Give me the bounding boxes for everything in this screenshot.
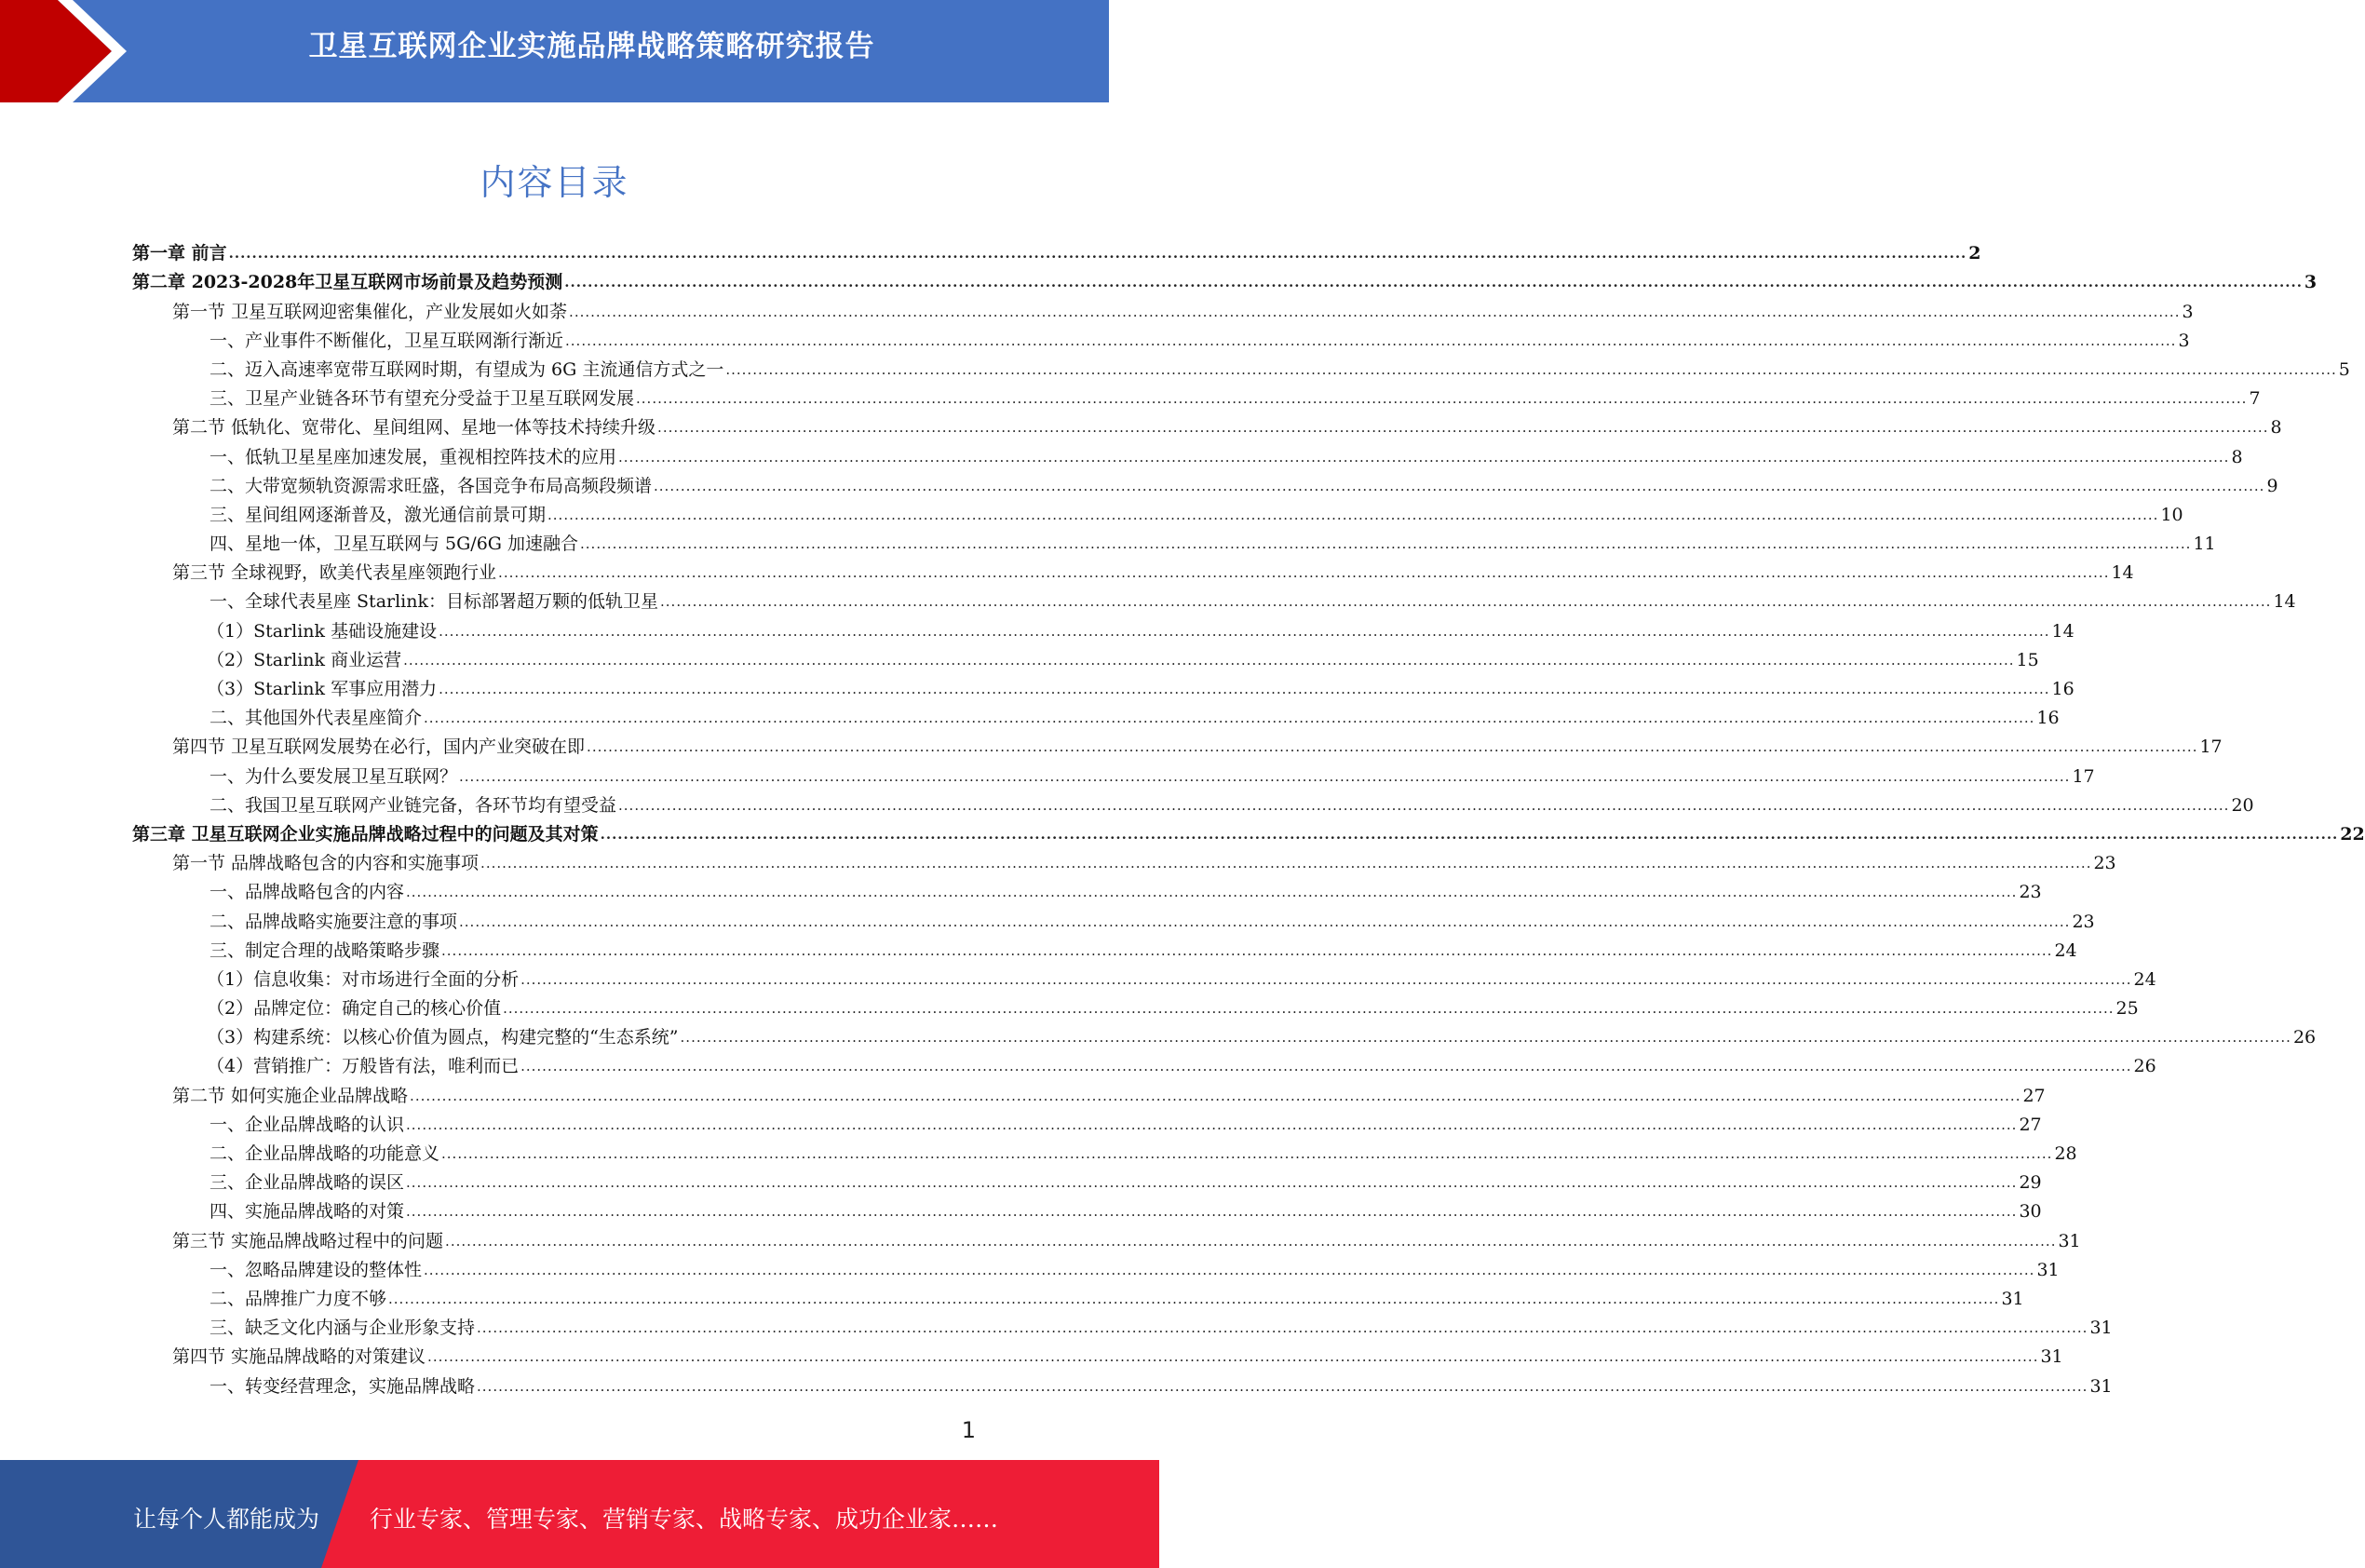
toc-entry-page: 3 [2304,272,2318,293]
toc-entry[interactable] [132,1020,2317,1048]
toc-entry[interactable] [132,671,2074,700]
header-band [0,0,1109,102]
toc-entry[interactable] [132,1281,2024,1310]
toc-entry-page: 8 [2270,417,2282,439]
toc-heading: 内容目录 [480,162,629,203]
toc-leader-dots: ............................................................................................................................................................................................................................................................................................................ [477,1319,2088,1337]
toc-entry-title: 二、其他国外代表星座简介 [209,708,423,729]
toc-entry[interactable] [132,817,2365,845]
toc-leader-dots: ............................................................................................................................................................................................................................................................................................................ [654,477,2265,494]
toc-leader-dots: ............................................................................................................................................................................................................................................................................................................ [520,1058,2132,1075]
toc-entry-page: 3 [2178,330,2190,351]
toc-entry[interactable] [132,1165,2042,1194]
toc-entry[interactable] [132,381,2261,410]
toc-entry-title: 二、品牌战略实施要注意的事项 [209,911,458,932]
toc-entry-title: 一、转变经营理念，实施品牌战略 [209,1375,476,1397]
toc-entry-title: 二、品牌推广力度不够 [209,1288,387,1309]
toc-leader-dots: ............................................................................................................................................................................................................................................................................................................ [439,622,2050,640]
table-of-contents [132,236,2365,1398]
toc-leader-dots: ............................................................................................................................................................................................................................................................................................................ [480,855,2092,872]
toc-leader-dots: ............................................................................................................................................................................................................................................................................................................ [503,1000,2115,1018]
toc-leader-dots: ............................................................................................................................................................................................................................................................................................................ [459,767,2071,785]
toc-entry[interactable] [132,1048,2156,1077]
toc-leader-dots: ............................................................................................................................................................................................................................................................................................................ [580,535,2192,553]
toc-leader-dots: ............................................................................................................................................................................................................................................................................................................ [680,1029,2291,1047]
toc-leader-dots: ............................................................................................................................................................................................................................................................................................................ [600,825,2339,843]
toc-entry-title: 三、缺乏文化内涵与企业形象支持 [209,1318,476,1339]
toc-entry[interactable] [132,410,2282,439]
toc-leader-dots: ............................................................................................................................................................................................................................................................................................................ [520,970,2132,988]
toc-leader-dots: ............................................................................................................................................................................................................................................................................................................ [424,710,2035,727]
footer-slogan-right: 行业专家、管理专家、营销专家、战略专家、成功企业家…… [370,1506,999,1533]
toc-entry-title: （2）Starlink 商业运营 [207,649,402,670]
toc-leader-dots: ............................................................................................................................................................................................................................................................................................................ [565,331,2177,349]
toc-entry[interactable] [132,1194,2042,1223]
toc-entry-page: 24 [2133,968,2156,990]
toc-entry-title: 四、实施品牌战略的对策 [209,1201,405,1223]
toc-entry[interactable] [132,555,2134,584]
toc-entry-page: 7 [2249,388,2261,410]
toc-entry-title: 三、卫星产业链各环节有望充分受益于卫星互联网发展 [209,388,635,410]
toc-entry-page: 8 [2231,446,2243,467]
toc-leader-dots: ............................................................................................................................................................................................................................................................................................................ [569,303,2181,320]
toc-entry-title: （3）Starlink 军事应用潜力 [207,679,438,699]
toc-leader-dots: ............................................................................................................................................................................................................................................................................................................ [459,912,2071,930]
toc-entry-title: 一、为什么要发展卫星互联网？ [209,765,458,787]
toc-entry[interactable] [132,352,2350,381]
toc-entry[interactable] [132,1107,2042,1136]
toc-leader-dots: ............................................................................................................................................................................................................................................................................................................ [410,1087,2021,1104]
toc-entry-title: （2）品牌定位：确定自己的核心价值 [207,998,502,1020]
toc-entry-title: 第三章 卫星互联网企业实施品牌战略过程中的问题及其对策 [132,823,599,845]
toc-entry-page: 20 [2231,794,2254,816]
toc-entry-title: 三、星间组网逐渐普及，激光通信前景可期 [209,504,547,525]
toc-entry-title: 一、低轨卫星星座加速发展，重视相控阵技术的应用 [209,446,617,467]
toc-leader-dots: ............................................................................................................................................................................................................................................................................................................ [657,419,2269,437]
toc-entry-page: 31 [2001,1288,2024,1309]
toc-entry-page: 9 [2266,475,2278,496]
toc-leader-dots: ............................................................................................................................................................................................................................................................................................................ [660,593,2272,611]
toc-entry[interactable] [132,933,2077,962]
toc-leader-dots: ............................................................................................................................................................................................................................................................................................................ [424,1261,2035,1278]
footer-band [0,1460,1109,1568]
toc-leader-dots: ............................................................................................................................................................................................................................................................................................................ [725,360,2337,378]
toc-entry-page: 23 [2093,853,2116,874]
toc-leader-dots: ............................................................................................................................................................................................................................................................................................................ [439,681,2050,697]
toc-entry[interactable] [132,874,2042,903]
toc-entry-page: 11 [2193,534,2216,555]
toc-entry-page: 31 [2089,1375,2113,1397]
toc-leader-dots: ............................................................................................................................................................................................................................................................................................................ [587,738,2198,756]
toc-entry[interactable] [132,788,2254,817]
toc-entry[interactable] [132,584,2296,613]
toc-entry-page: 16 [2051,679,2074,699]
toc-entry-title: 二、我国卫星互联网产业链完备，各环节均有望受益 [209,794,617,816]
toc-entry[interactable] [132,1136,2077,1165]
toc-entry[interactable] [132,1310,2113,1339]
toc-entry[interactable] [132,903,2095,932]
toc-entry-title: 四、星地一体，卫星互联网与 5G/6G 加速融合 [209,534,579,555]
toc-entry-page: 28 [2054,1143,2077,1164]
toc-leader-dots: ............................................................................................................................................................................................................................................................................................................ [498,564,2110,582]
toc-leader-dots: ............................................................................................................................................................................................................................................................................................................ [564,274,2303,291]
toc-entry[interactable] [132,729,2223,758]
toc-entry[interactable] [132,236,1981,264]
toc-leader-dots: ............................................................................................................................................................................................................................................................................................................ [441,1145,2053,1162]
toc-leader-dots: ............................................................................................................................................................................................................................................................................................................ [547,506,2159,523]
toc-entry-title: 一、品牌战略包含的内容 [209,882,405,903]
toc-entry-page: 10 [2160,504,2183,525]
toc-entry-page: 31 [2036,1259,2060,1280]
toc-leader-dots: ............................................................................................................................................................................................................................................................................................................ [636,390,2248,408]
toc-entry[interactable] [132,642,2039,671]
toc-entry[interactable] [132,758,2095,787]
toc-leader-dots: ............................................................................................................................................................................................................................................................................................................ [406,1203,2018,1221]
toc-entry-page: 29 [2019,1172,2042,1194]
toc-entry-title: 二、迈入高速率宽带互联网时期，有望成为 6G 主流通信方式之一 [209,358,724,380]
toc-entry-page: 31 [2040,1346,2063,1368]
toc-entry[interactable] [132,991,2139,1020]
toc-entry-page: 26 [2133,1056,2156,1077]
toc-leader-dots: ............................................................................................................................................................................................................................................................................................................ [445,1232,2057,1250]
toc-entry-title: （1）信息收集：对市场进行全面的分析 [207,968,520,990]
toc-entry[interactable] [132,293,2194,322]
toc-entry[interactable] [132,264,2318,293]
toc-entry-page: 17 [2199,737,2223,758]
toc-entry-page: 5 [2338,358,2350,380]
toc-entry-page: 24 [2054,939,2077,961]
toc-entry[interactable] [132,1077,2046,1106]
toc-entry[interactable] [132,613,2074,642]
toc-entry-page: 31 [2058,1230,2081,1251]
arrow-logo-icon [0,0,149,102]
toc-entry-page: 23 [2072,911,2095,932]
toc-entry-page: 14 [2051,620,2074,642]
toc-entry-page: 14 [2111,562,2134,584]
toc-entry-title: 第四节 实施品牌战略的对策建议 [172,1346,426,1368]
toc-entry[interactable] [132,700,2060,729]
toc-entry-title: （1）Starlink 基础设施建设 [207,620,438,642]
toc-leader-dots: ............................................................................................................................................................................................................................................................................................................ [618,796,2230,814]
toc-entry-title: 第一章 前言 [132,243,227,264]
toc-entry-title: 第三节 实施品牌战略过程中的问题 [172,1230,444,1251]
toc-entry[interactable] [132,1368,2113,1397]
toc-entry-title: 二、企业品牌战略的功能意义 [209,1143,440,1164]
toc-entry-page: 27 [2022,1085,2046,1106]
toc-leader-dots: ............................................................................................................................................................................................................................................................................................................ [618,448,2230,466]
toc-leader-dots: ............................................................................................................................................................................................................................................................................................................ [406,1174,2018,1192]
toc-leader-dots: ............................................................................................................................................................................................................................................................................................................ [403,651,2015,669]
toc-entry-page: 30 [2019,1201,2042,1223]
toc-entry-title: 一、企业品牌战略的认识 [209,1114,405,1135]
toc-entry-page: 25 [2115,998,2139,1020]
toc-entry-page: 26 [2292,1027,2317,1048]
toc-entry-page: 2 [1968,243,1981,264]
toc-entry-page: 22 [2340,823,2365,845]
toc-entry-title: 第二节 如何实施企业品牌战略 [172,1085,409,1106]
toc-leader-dots: ............................................................................................................................................................................................................................................................................................................ [427,1348,2039,1366]
toc-leader-dots: ............................................................................................................................................................................................................................................................................................................ [388,1290,2000,1307]
report-title: 卫星互联网企业实施品牌战略策略研究报告 [308,30,875,63]
toc-leader-dots: ............................................................................................................................................................................................................................................................................................................ [477,1377,2088,1395]
toc-entry-title: 一、忽略品牌建设的整体性 [209,1259,423,1280]
toc-entry-title: 第二章 2023-2028年卫星互联网市场前景及趋势预测 [132,272,563,293]
toc-entry-title: 第一节 品牌战略包含的内容和实施事项 [172,853,480,874]
toc-entry-title: （4）营销推广：万般皆有法，唯利而已 [207,1056,520,1077]
toc-leader-dots: ............................................................................................................................................................................................................................................................................................................ [228,245,1967,263]
toc-entry-page: 16 [2036,708,2060,729]
toc-entry-title: 二、大带宽频轨资源需求旺盛，各国竞争布局高频段频谱 [209,475,653,496]
toc-entry[interactable] [132,962,2156,991]
toc-leader-dots: ............................................................................................................................................................................................................................................................................................................ [441,941,2053,959]
toc-leader-dots: ............................................................................................................................................................................................................................................................................................................ [406,884,2018,901]
toc-entry[interactable] [132,1223,2081,1251]
toc-entry-title: 第一节 卫星互联网迎密集催化，产业发展如火如荼 [172,301,568,322]
toc-entry-page: 27 [2019,1114,2042,1135]
toc-entry-title: 第四节 卫星互联网发展势在必行，国内产业突破在即 [172,737,586,758]
page-number: 1 [961,1417,976,1443]
toc-entry-title: 一、产业事件不断催化，卫星互联网渐行渐近 [209,330,564,351]
toc-leader-dots: ............................................................................................................................................................................................................................................................................................................ [406,1115,2018,1133]
toc-entry-title: 三、制定合理的战略策略步骤 [209,939,440,961]
toc-entry-page: 23 [2019,882,2042,903]
toc-entry[interactable] [132,439,2243,467]
toc-entry-page: 31 [2089,1318,2113,1339]
toc-entry[interactable] [132,1252,2060,1281]
toc-entry-title: 三、企业品牌战略的误区 [209,1172,405,1194]
toc-entry[interactable] [132,1339,2063,1368]
toc-entry-title: （3）构建系统：以核心价值为圆点，构建完整的“生态系统” [207,1027,679,1048]
toc-entry-page: 3 [2182,301,2194,322]
toc-entry-title: 一、全球代表星座 Starlink：目标部署超万颗的低轨卫星 [209,591,659,613]
toc-entry[interactable] [132,497,2183,526]
toc-entry[interactable] [132,323,2190,352]
toc-entry-title: 第三节 全球视野，欧美代表星座领跑行业 [172,562,497,584]
toc-entry-title: 第二节 低轨化、宽带化、星间组网、星地一体等技术持续升级 [172,417,656,439]
toc-entry-page: 15 [2016,649,2039,670]
toc-entry[interactable] [132,845,2116,874]
footer-slogan-left: 让每个人都能成为 [133,1506,320,1533]
toc-entry[interactable] [132,468,2278,497]
toc-entry[interactable] [132,526,2216,555]
toc-entry-page: 14 [2273,591,2296,613]
toc-entry-page: 17 [2072,765,2095,787]
